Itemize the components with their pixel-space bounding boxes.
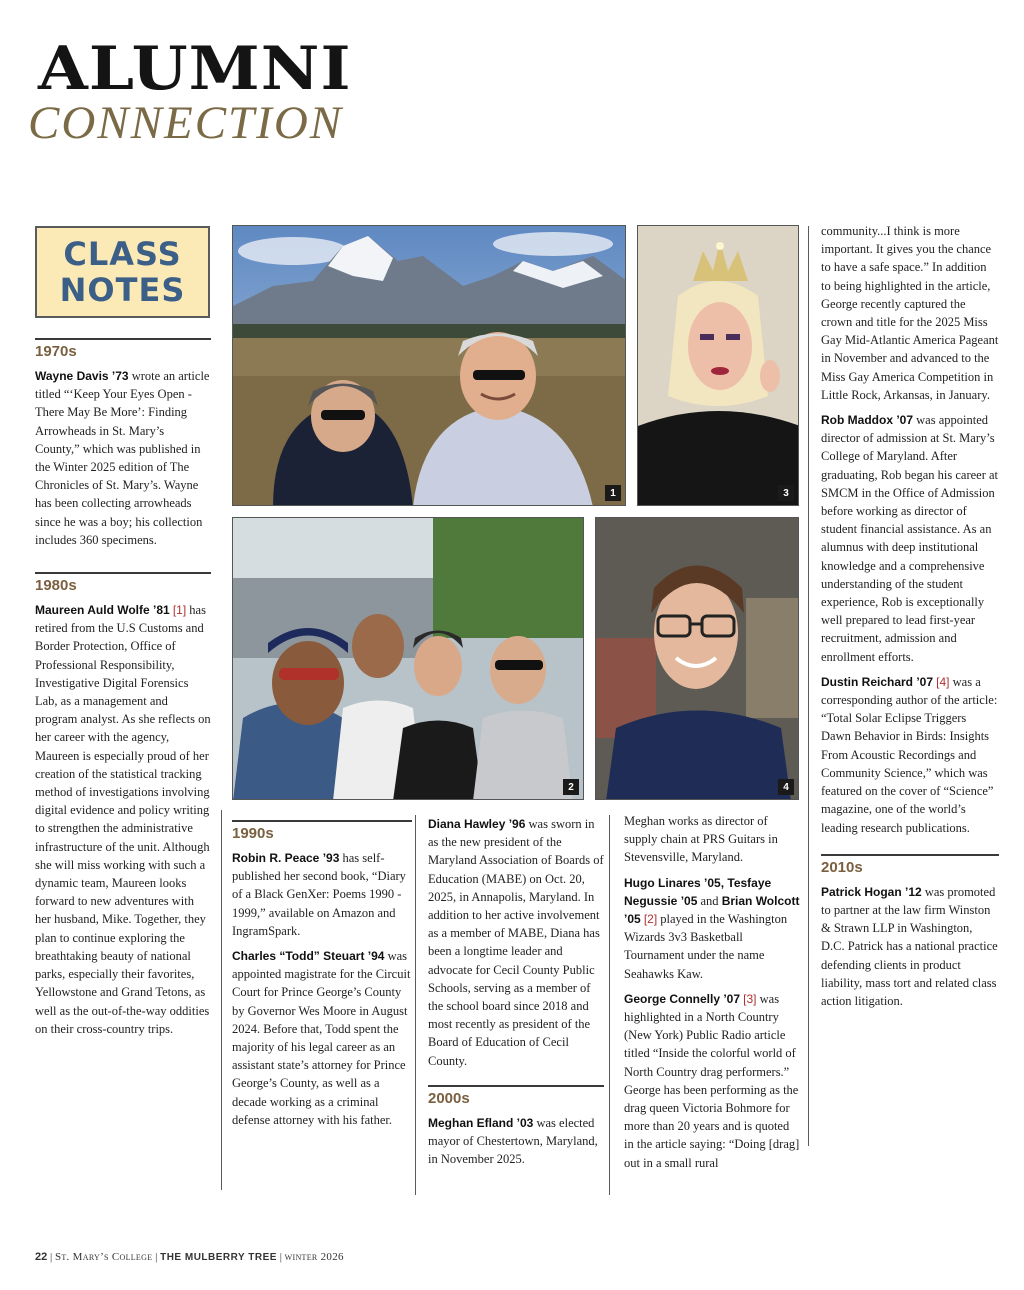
note-wayne-davis [35, 367, 211, 549]
note-name: Charles “Todd” Steuart ’94 [232, 949, 385, 964]
photo-4-portrait [595, 517, 799, 800]
photo-ref: [4] [936, 674, 950, 689]
note-name: Maureen Auld Wolfe ’81 [35, 603, 170, 618]
note-name-separator: and [697, 893, 722, 908]
note-robin-peace [232, 849, 412, 940]
note-patrick-hogan [821, 883, 999, 1010]
note-text: was elected mayor of Chestertown, Maryland, in November 2025. [428, 1115, 598, 1167]
footer-separator: | [152, 1251, 161, 1263]
page-footer [35, 1251, 344, 1263]
column-5 [821, 222, 999, 1017]
class-notes-line2: NOTES [59, 271, 186, 309]
note-name: Meghan Efland ’03 [428, 1115, 534, 1130]
note-name: Tesfaye Negussie ’05 [624, 875, 772, 908]
column-4 [624, 812, 802, 1179]
photo-number-badge: 2 [563, 779, 579, 795]
note-george-connelly [624, 990, 802, 1172]
class-notes-badge [35, 226, 210, 318]
note-text: was a corresponding author of the article: “Total Solar Eclipse Triggers Dawn Behavior in Birds: Insights From Acoustic Recordings and Community Science,” which was featured on the cover of “Science” magazine, one of the world’s leading research publications. [821, 674, 998, 835]
column-divider [221, 810, 222, 1190]
note-text: wrote an article titled “‘Keep Your Eyes Open - There May Be More’: Finding Arrowheads in St. Mary’s County,” which was published in the Winter 2025 edition of The Chronicles of St. Mary’s. Wayne has been collecting arrowheads since he was a boy; his collection includes 360 specimens. [35, 369, 210, 547]
note-name: Hugo Linares ’05 [624, 875, 721, 890]
class-notes-line1: CLASS [63, 235, 182, 273]
column-divider [415, 815, 416, 1195]
note-name: Dustin Reichard ’07 [821, 674, 934, 689]
photo-1-image [233, 226, 626, 506]
note-name: Patrick Hogan ’12 [821, 884, 922, 899]
column-1 [35, 338, 211, 1045]
note-text: was appointed director of admission at St. Mary’s College of Maryland. After graduating, Rob began his career at SMCM in the Office of Admission before working as director of student financial assistance. As an alumnus with deep institutional knowledge and a comprehensive understanding of the student experience, Rob is exceptionally well prepared to lead first-year recruitment, admission and enrollment efforts. [821, 413, 999, 664]
note-name: Diana Hawley ’96 [428, 817, 526, 831]
note-text: was appointed magistrate for the Circuit Court for Prince George’s County by Governor Wes Moore in August 2024. Before that, Todd spent the majority of his legal career as an assistant state’s attorney for Prince George’s County, as well as a decade working as a criminal defense attorney with his father. [232, 949, 411, 1127]
photo-number-badge: 1 [605, 485, 621, 501]
photo-4-image [596, 518, 799, 800]
footer-college: St. Mary’s College [54, 1251, 153, 1263]
note-name: Brian Wolcott ’05 [624, 893, 800, 927]
note-rob-maddox [821, 411, 999, 666]
footer-separator: | [47, 1251, 55, 1263]
column-divider [808, 226, 809, 1146]
footer-publication: THE MULBERRY TREE [160, 1252, 277, 1263]
photo-ref: [1] [172, 603, 187, 618]
note-name-separator: , [720, 875, 728, 890]
note-text: was sworn in as the new president of the Maryland Association of Boards of Education (MABE) on Oct. 20, 2025, in Annapolis, Maryland. In addition to her active involvement as a member of MABE, Diana has been a longtime leader and advocate for Cecil County Public Schools, serving as a member of the school board since 2018 and most recently as president of the Board of Education of Cecil County. [428, 817, 604, 1068]
note-name: George Connelly ’07 [624, 991, 741, 1006]
note-dustin-reichard [821, 673, 999, 837]
section-2010s: 2010s [821, 854, 999, 878]
photo-3-image [638, 226, 799, 506]
note-diana-hawley [428, 815, 604, 1070]
note-todd-steuart [232, 947, 412, 1129]
page-title: ALUMNI [38, 34, 352, 104]
section-1990s: 1990s [232, 820, 412, 844]
note-meghan-efland [428, 1114, 604, 1169]
note-maureen-wolfe [35, 601, 211, 1038]
note-text: has retired from the U.S Customs and Border Protection, Office of Professional Responsibility, Investigative Digital Forensics Lab, as a management and program analyst. As she reflects on her career with the agency, Maureen is especially proud of her creation of the statistical tracking method of investigations involving digital evidence and policy writing to strengthen the administrative infrastructure of the unit. Although she will miss working with such a dynamic team, Maureen looks forward to new adventures with her husband, Mike. Together, they plan to continue exploring the breathtaking beauty of national parks, especially their favorites, Yellowstone and Grand Tetons, as well as the out-of-the-way oddities on their cross-country trips. [35, 603, 211, 1036]
note-text: has self-published her second book, “Diary of a Black GenXer: Poems 1990 - 1999,” available on Amazon and IngramSpark. [232, 851, 406, 938]
note-meghan-efland-cont: Meghan works as director of supply chain at PRS Guitars in Stevensville, Maryland. [624, 814, 778, 865]
page-number: 22 [35, 1251, 48, 1263]
photo-2-group [232, 517, 584, 800]
note-text: played in the Washington Wizards 3v3 Basketball Tournament under the name Seahawks Kaw. [624, 912, 788, 981]
note-name: Robin R. Peace ’93 [232, 851, 340, 865]
photo-number-badge: 4 [778, 779, 794, 795]
photo-2-image [233, 518, 584, 800]
photo-ref: [3] [743, 991, 757, 1006]
note-text: was promoted to partner at the law firm Winston & Strawn LLP in Washington, D.C. Patrick has a national practice defending clients in product liability, mass tort and related class action litigation. [821, 884, 998, 1008]
note-text: was highlighted in a North Country (New York) Public Radio article titled “Inside the colorful world of North Country drag performers.” George has been performing as the drag queen Victoria Bohmore for more than 20 years and is quoted in the article saying: “Doing [drag] out in a small rural [624, 991, 800, 1170]
photo-1-mountains [232, 225, 626, 506]
note-hugo-linares [624, 874, 802, 983]
photo-number-badge: 3 [778, 485, 794, 501]
section-2000s: 2000s [428, 1085, 604, 1109]
note-name: Rob Maddox ’07 [821, 413, 914, 428]
section-1970s: 1970s [35, 338, 211, 362]
photo-3-crown-portrait [637, 225, 799, 506]
section-1980s: 1980s [35, 572, 211, 596]
page-subtitle: CONNECTION [28, 97, 344, 149]
column-divider [609, 815, 610, 1195]
footer-issue: winter 2026 [284, 1251, 344, 1263]
column-3 [428, 815, 604, 1175]
photo-ref: [2] [643, 912, 658, 927]
note-name: Wayne Davis ’73 [35, 369, 129, 383]
footer-separator: | [276, 1251, 285, 1263]
column-2 [232, 820, 412, 1136]
note-george-connelly-cont: community...I think is more important. It gives you the chance to have a safe space.” In addition to being highlighted in the article, George recently captured the crown and title for the 2025 Miss Gay Mid-Atlantic America Pageant in November and advanced to the Miss Gay America Competition in Little Rock, Arkansas, in January. [821, 224, 999, 402]
